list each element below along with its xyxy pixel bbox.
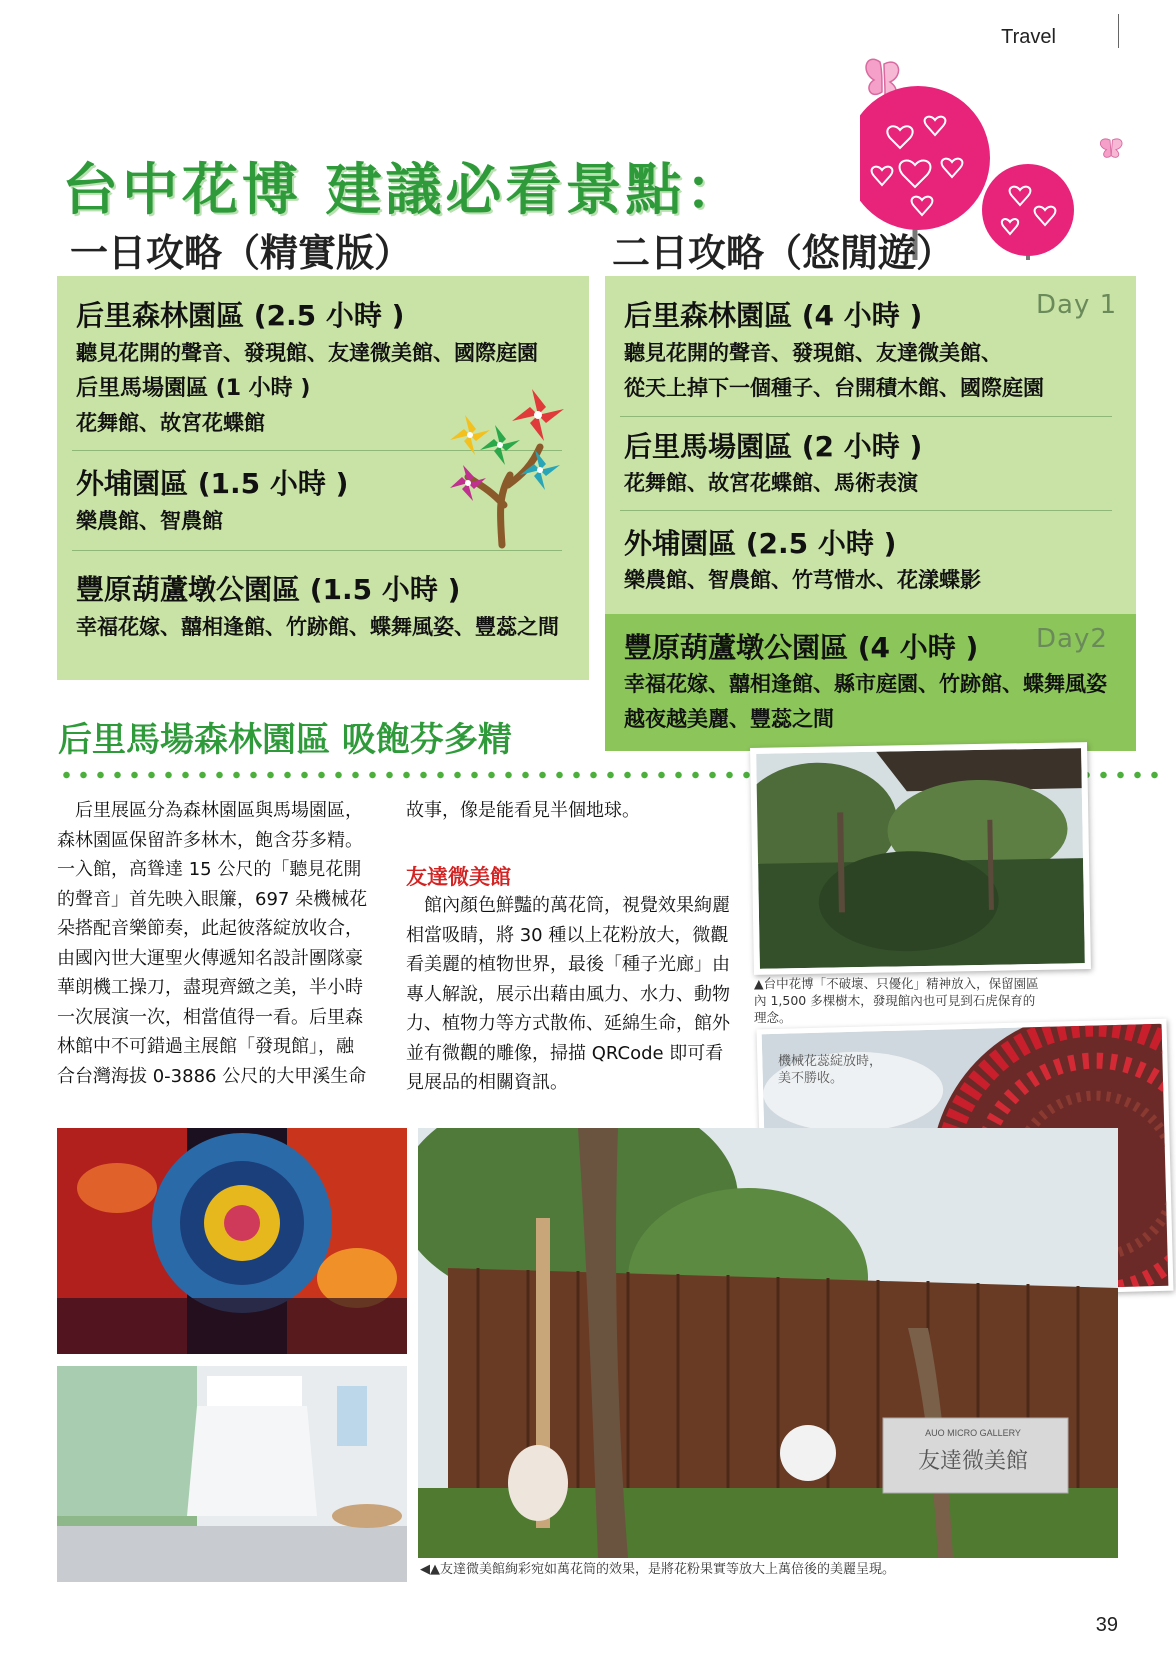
forest-caption <box>754 975 1074 1026</box>
two-day-area-items: 聽見花開的聲音、發現館、友達微美館、 <box>624 341 1002 365</box>
two-day-area-items: 花舞館、故宮花蝶館、馬術表演 <box>624 471 918 495</box>
two-day-area-items: 越夜越美麗、豐蕊之間 <box>624 707 834 731</box>
article-line: 朵搭配音樂節奏，此起彼落綻放收合， <box>57 918 363 939</box>
gallery-hallway-photo <box>57 1366 407 1582</box>
divider <box>620 510 1112 511</box>
header-divider <box>1118 14 1119 48</box>
caption-line: 機械花蕊綻放時， <box>778 1054 883 1069</box>
article-line: 相當吸睛，將 30 種以上花粉放大，微觀 <box>406 924 729 946</box>
two-day-plan-title: 二日攻略（悠閒遊） <box>612 231 955 275</box>
gallery-exterior-photo <box>418 1128 1118 1558</box>
sign-label: 友達微美館 <box>917 1449 1028 1474</box>
pinwheel-tree-illustration <box>440 385 570 550</box>
day2-tag: Day2 <box>1036 624 1108 654</box>
article-line: 林館中不可錯過主展館「發現館」，融 <box>57 1036 354 1057</box>
divider <box>72 550 562 551</box>
article-line: 館內顏色鮮豔的萬花筒，視覺效果絢麗 <box>406 895 730 916</box>
one-day-area-items: 聽見花開的聲音、發現館、友達微美館、國際庭園 <box>76 341 538 365</box>
one-day-area-title: 豐原葫蘆墩公園區 (1.5 小時 ) <box>76 573 461 606</box>
article-line: 合台灣海拔 0-3886 公尺的大甲溪生命 <box>57 1065 367 1087</box>
article-line: 的聲音」首先映入眼簾，697 朵機械花 <box>57 888 368 910</box>
one-day-plan-title: 一日攻略（精實版） <box>70 231 413 275</box>
caption-line: 美不勝收。 <box>778 1071 844 1086</box>
one-day-area-title: 外埔園區 (1.5 小時 ) <box>76 467 349 500</box>
article-column-2 <box>406 891 736 1098</box>
article-line: 一入館，高聳達 15 公尺的「聽見花開 <box>57 859 362 880</box>
butterfly-icon <box>1100 139 1122 157</box>
article-line: 華朗機工操刀，盡現齊緻之美，半小時 <box>57 977 363 998</box>
kaleidoscope-photo-image <box>57 1128 407 1354</box>
two-day-area-items: 樂農館、智農館、竹芎惜水、花漾蝶影 <box>624 568 981 592</box>
gallery-hallway-photo-image <box>57 1366 407 1582</box>
two-day-area-title: 后里森林園區 (4 小時 ) <box>624 299 923 332</box>
article-line: 一次展演一次，相當值得一看。后里森 <box>57 1006 363 1028</box>
article-heading: 后里馬場森林園區 吸飽芬多精 <box>58 720 512 760</box>
article-column-1 <box>57 796 387 1091</box>
one-day-area-title: 后里馬場園區 (1 小時 ) <box>76 376 311 401</box>
article-line: 並有微觀的雕像，掃描 QRCode 即可看 <box>406 1042 724 1064</box>
caption-line: 理念。 <box>754 1010 792 1025</box>
article-line: 專人解說，展示出藉由風力、水力、動物 <box>406 983 730 1005</box>
sign-subtitle: AUO MICRO GALLERY <box>925 1428 1021 1438</box>
two-day-area-items: 從天上掉下一個種子、台開積木館、國際庭園 <box>624 376 1044 400</box>
article-line: 看美麗的植物世界，最後「種子光廊」由 <box>406 954 730 975</box>
one-day-area-items: 花舞館、故宮花蝶館 <box>76 411 265 435</box>
page-number: 39 <box>1095 1614 1118 1636</box>
article-line: 森林園區保留許多林木，飽含芬多精。 <box>57 829 363 851</box>
one-day-area-title: 后里森林園區 (2.5 小時 ) <box>76 299 405 332</box>
sculpture-caption <box>778 1053 882 1087</box>
section-label: Travel <box>1001 26 1056 48</box>
kaleidoscope-photo <box>57 1128 407 1354</box>
caption-line: ▲台中花博「不破壞、只優化」精神放入，保留園區 <box>754 976 1039 991</box>
article-line: 見展品的相關資訊。 <box>406 1072 568 1093</box>
day1-tag: Day 1 <box>1036 290 1118 320</box>
caption-line: 內 1,500 多棵樹木，發現館內也可見到石虎保育的 <box>754 993 1036 1008</box>
two-day-area-items: 幸福花嫁、囍相逢館、縣市庭園、竹跡館、蝶舞風姿 <box>624 672 1107 696</box>
one-day-area-items: 樂農館、智農館 <box>76 509 223 533</box>
article-first-line-col2: 故事，像是能看見半個地球。 <box>406 800 640 821</box>
article-subheading: 友達微美館 <box>406 865 511 889</box>
two-day-area-title: 后里馬場園區 (2 小時 ) <box>624 430 923 463</box>
divider <box>620 416 1112 417</box>
article-line: 由國內世大運聖火傳遞知名設計團隊豪 <box>57 947 363 969</box>
one-day-area-items: 幸福花嫁、囍相逢館、竹跡館、蝶舞風姿、豐蕊之間 <box>76 615 559 639</box>
bottom-caption: ◀▲友達微美館絢彩宛如萬花筒的效果，是將花粉果實等放大上萬倍後的美麗呈現。 <box>420 1562 895 1577</box>
two-day-area-title: 外埔園區 (2.5 小時 ) <box>624 527 897 560</box>
gallery-exterior-photo-image <box>418 1128 1118 1558</box>
page-title: 台中花博 建議必看景點： <box>62 158 746 223</box>
article-line: 力、植物力等方式散佈、延綿生命，館外 <box>406 1013 730 1034</box>
two-day-area-title: 豐原葫蘆墩公園區 (4 小時 ) <box>624 631 979 664</box>
forest-photo-image <box>756 748 1085 969</box>
article-line: 后里展區分為森林園區與馬場園區， <box>57 800 363 821</box>
forest-photo <box>750 742 1091 975</box>
